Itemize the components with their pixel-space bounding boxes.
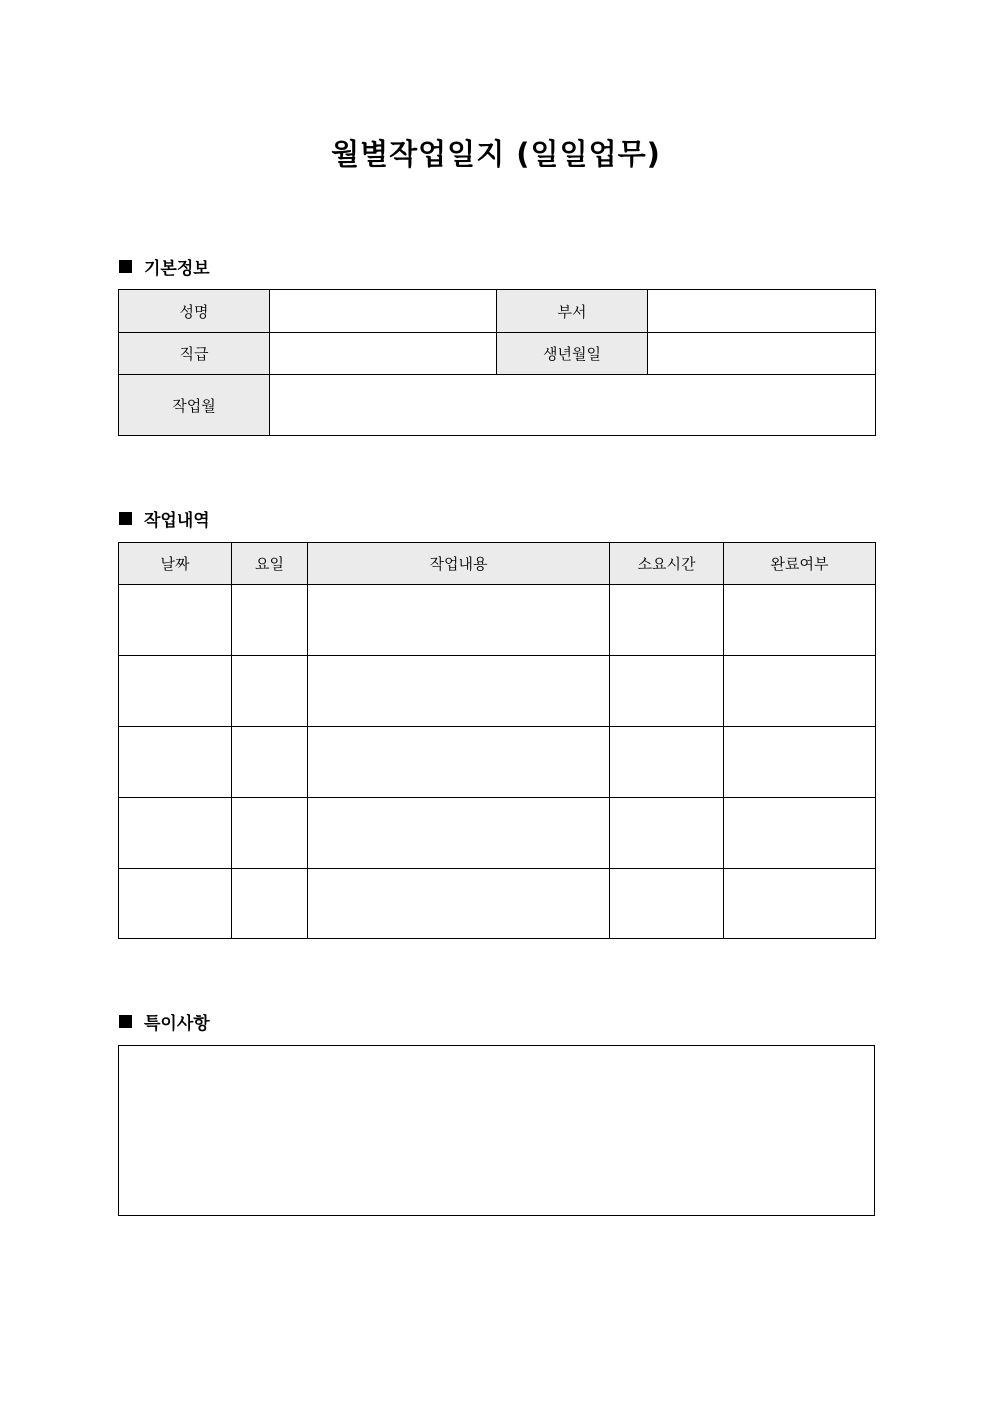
status-cell[interactable] <box>724 798 876 869</box>
weekday-cell[interactable] <box>232 727 308 798</box>
work-log-table <box>118 542 876 939</box>
table-row <box>119 798 876 869</box>
square-bullet-icon <box>119 1015 132 1028</box>
duration-cell[interactable] <box>610 727 724 798</box>
basic-info-table <box>118 289 876 436</box>
position-label: 직급 <box>119 333 270 375</box>
column-header-weekday: 요일 <box>232 543 308 585</box>
duration-cell[interactable] <box>610 869 724 939</box>
basic-info-heading-text: 기본정보 <box>144 259 210 279</box>
notes-heading-text: 특이사항 <box>144 1014 210 1034</box>
task-cell[interactable] <box>308 869 610 939</box>
table-row <box>119 656 876 727</box>
birthdate-label: 생년월일 <box>497 333 648 375</box>
weekday-cell[interactable] <box>232 798 308 869</box>
column-header-status: 완료여부 <box>724 543 876 585</box>
date-cell[interactable] <box>119 585 232 656</box>
square-bullet-icon <box>119 512 132 525</box>
date-cell[interactable] <box>119 656 232 727</box>
status-cell[interactable] <box>724 656 876 727</box>
duration-cell[interactable] <box>610 798 724 869</box>
weekday-cell[interactable] <box>232 585 308 656</box>
work-month-field[interactable] <box>270 375 876 436</box>
task-cell[interactable] <box>308 727 610 798</box>
document-title: 월별작업일지 (일일업무) <box>331 137 661 171</box>
task-cell[interactable] <box>308 798 610 869</box>
weekday-cell[interactable] <box>232 656 308 727</box>
duration-cell[interactable] <box>610 656 724 727</box>
notes-field[interactable] <box>118 1045 875 1216</box>
name-field[interactable] <box>270 290 497 333</box>
square-bullet-icon <box>119 260 132 273</box>
basic-info-heading <box>119 254 210 279</box>
birthdate-field[interactable] <box>648 333 876 375</box>
task-cell[interactable] <box>308 656 610 727</box>
work-log-heading-text: 작업내역 <box>144 511 210 531</box>
status-cell[interactable] <box>724 869 876 939</box>
date-cell[interactable] <box>119 798 232 869</box>
department-field[interactable] <box>648 290 876 333</box>
date-cell[interactable] <box>119 869 232 939</box>
table-row <box>119 869 876 939</box>
notes-heading <box>119 1009 210 1034</box>
column-header-date: 날짜 <box>119 543 232 585</box>
work-month-label: 작업월 <box>119 375 270 436</box>
date-cell[interactable] <box>119 727 232 798</box>
column-header-task: 작업내용 <box>308 543 610 585</box>
weekday-cell[interactable] <box>232 869 308 939</box>
name-label: 성명 <box>119 290 270 333</box>
column-header-duration: 소요시간 <box>610 543 724 585</box>
status-cell[interactable] <box>724 585 876 656</box>
table-row <box>119 727 876 798</box>
position-field[interactable] <box>270 333 497 375</box>
department-label: 부서 <box>497 290 648 333</box>
duration-cell[interactable] <box>610 585 724 656</box>
task-cell[interactable] <box>308 585 610 656</box>
status-cell[interactable] <box>724 727 876 798</box>
work-log-heading <box>119 506 210 531</box>
table-row <box>119 585 876 656</box>
